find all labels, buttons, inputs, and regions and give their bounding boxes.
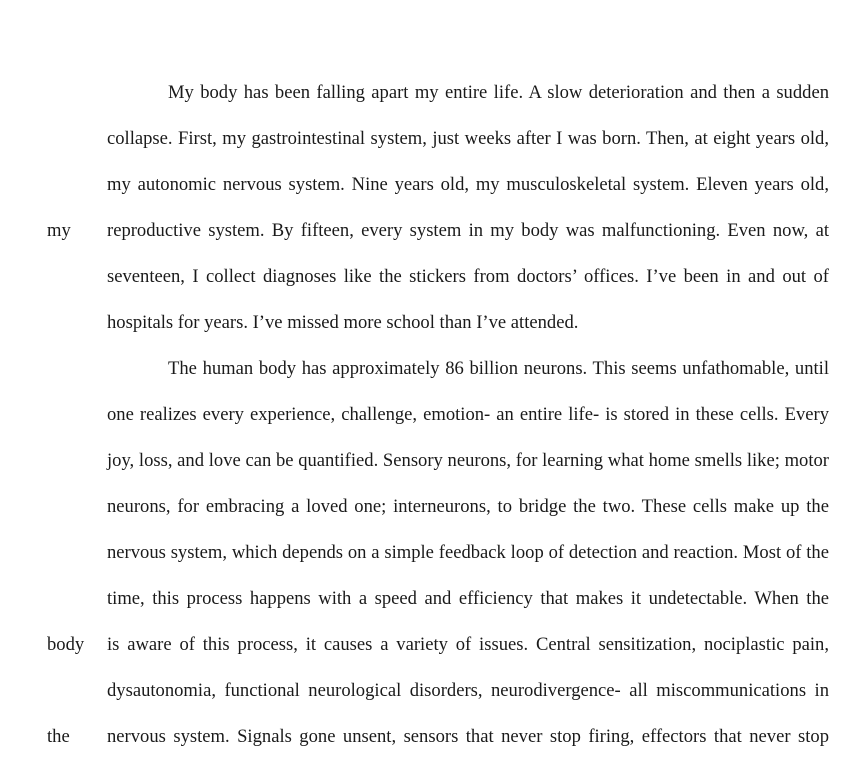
text-line: joy, loss, and love can be quantified. Sensory neurons, for learning what home smells like; motor <box>107 450 829 471</box>
text-line: dysautonomia, functional neurological disorders, neurodivergence- all miscommunications in the <box>47 680 829 747</box>
text-line: reproductive system. By fifteen, every system in my body was malfunctioning. Even now, at <box>107 220 829 241</box>
document-page <box>47 70 829 760</box>
text-line: seventeen, I collect diagnoses like the stickers from doctors’ offices. I’ve been in and out of <box>107 266 829 287</box>
text-line: collapse. First, my gastrointestinal system, just weeks after I was born. Then, at eight years old, <box>107 128 829 149</box>
text-line: nervous system. Signals gone unsent, sensors that never stop firing, effectors that never stop <box>107 726 829 747</box>
text-line: My body has been falling apart my entire life. A slow deterioration and then a sudden <box>168 82 829 103</box>
text-line: The human body has approximately 86 billion neurons. This seems unfathomable, until <box>168 358 829 379</box>
text-line: neurons, for embracing a loved one; interneurons, to bridge the two. These cells make up the <box>107 496 829 517</box>
text-line: nervous system, which depends on a simple feedback loop of detection and reaction. Most of the <box>107 542 829 563</box>
text-line: time, this process happens with a speed and efficiency that makes it undetectable. When the body <box>47 588 829 655</box>
text-line: is aware of this process, it causes a variety of issues. Central sensitization, nociplastic pain, <box>107 634 829 655</box>
text-line: my autonomic nervous system. Nine years old, my musculoskeletal system. Eleven years old, my <box>47 174 829 241</box>
text-line: hospitals for years. I’ve missed more school than I’ve attended. <box>107 312 579 333</box>
text-line: one realizes every experience, challenge, emotion- an entire life- is stored in these cells. Every <box>107 404 829 425</box>
paragraph-1 <box>47 70 829 346</box>
paragraph-2 <box>47 346 829 760</box>
